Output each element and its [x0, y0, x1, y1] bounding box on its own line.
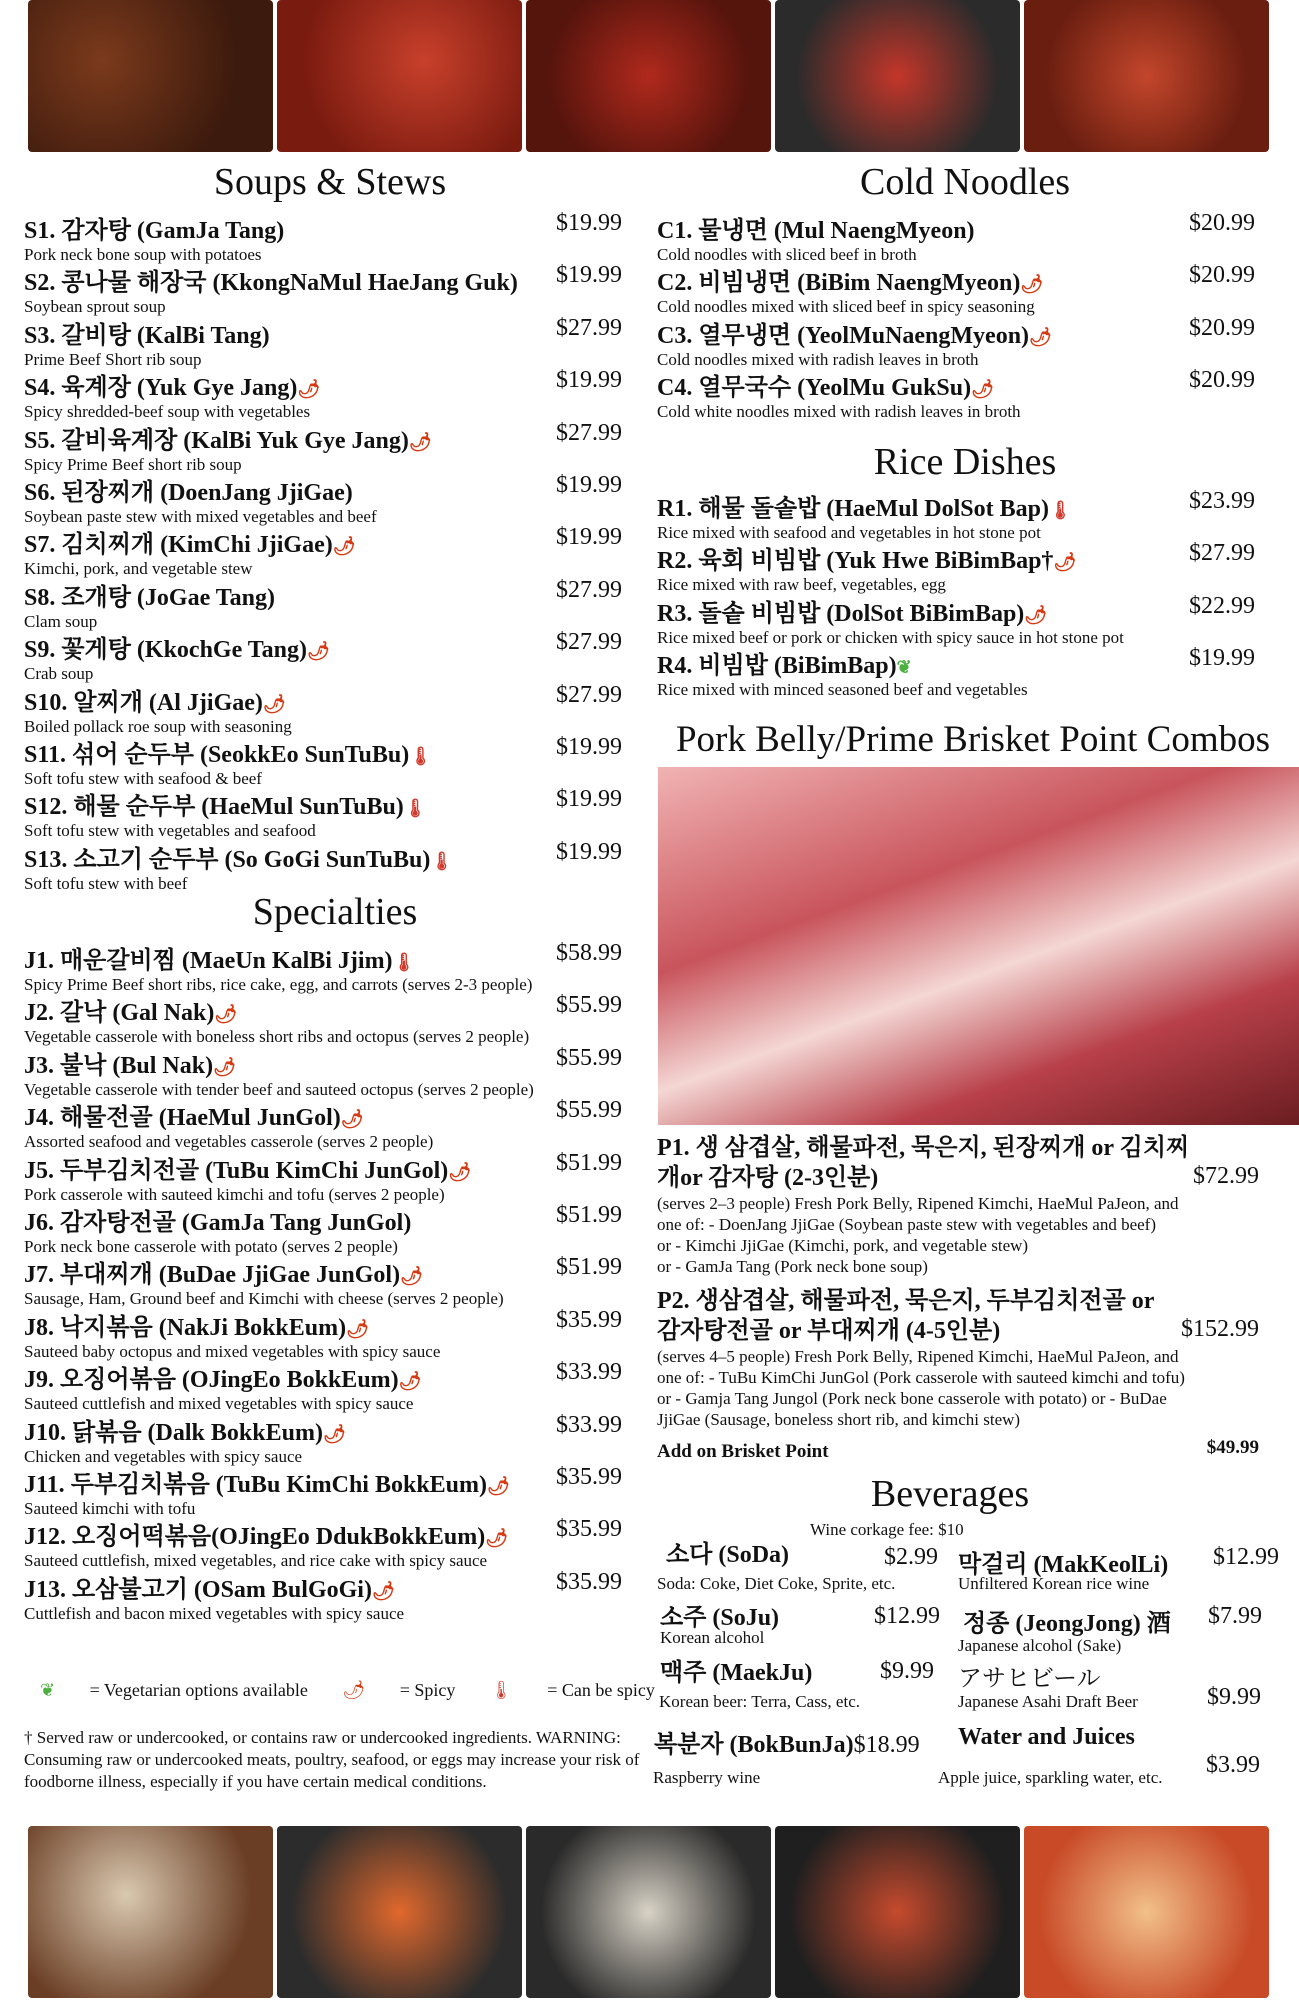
menu-item [24, 1254, 644, 1308]
menu-item [24, 1045, 644, 1099]
item-title: 부대찌개 (BuDae JjiGae JunGol) [60, 1262, 401, 1289]
item-desc: Chicken and vegetables with spicy sauce [24, 1446, 303, 1466]
menu-item [24, 629, 644, 683]
combo-p1-line: one of: - DoenJang JjiGae (Soybean paste stew with vegetables and beef) [657, 1215, 1156, 1234]
item-desc: Cold noodles mixed with radish leaves in broth [657, 349, 979, 369]
item-desc: Pork neck bone soup with potatoes [24, 245, 262, 264]
chili-pepper-icon: 🌶 [408, 431, 432, 452]
item-desc: Sauteed baby octopus and mixed vegetables with spicy sauce [24, 1341, 441, 1361]
item-desc: Rice mixed with minced seasoned beef and vegetables [657, 680, 1028, 700]
food-photo [775, 0, 1020, 152]
item-price: $27.99 [556, 629, 622, 656]
item-desc: Rice mixed with raw beef, vegetables, egg [657, 575, 946, 595]
item-price: $19.99 [556, 262, 622, 289]
chili-pepper-icon: 🌶 [1053, 552, 1077, 573]
item-title: 오삼불고기 (OSam BulGoGi) [72, 1576, 372, 1603]
item-title: 닭볶음 (Dalk BokkEum) [72, 1419, 323, 1446]
item-title: 오징어볶음 (OJingEo BokkEum) [60, 1367, 399, 1394]
legend-can-spicy: = Can be spicy [547, 1680, 655, 1700]
chili-pepper-icon: 🌶 [346, 1318, 369, 1339]
chili-pepper-icon: 🌶 [371, 1580, 395, 1601]
item-name [24, 1569, 644, 1604]
item-code: S12. [24, 794, 68, 821]
item-code: J5. [24, 1157, 54, 1184]
item-code: J13. [24, 1576, 66, 1603]
item-code: J6. [24, 1210, 54, 1236]
chili-pepper-icon: 🌶 [1029, 326, 1052, 347]
heading-specialties: Specialties [252, 891, 418, 933]
item-name [24, 734, 644, 769]
menu-item [24, 1307, 644, 1361]
item-title: 섞어 순두부 (SeokkEo SunTuBu) [72, 742, 410, 768]
menu-item [24, 1202, 644, 1256]
item-desc: Soybean sprout soup [24, 297, 166, 317]
item-desc: Soft tofu stew with beef [24, 873, 188, 893]
item-title: 육계장 (Yuk Gye Jang) [61, 375, 298, 402]
bev-maekju: 맥주 (MaekJu) [660, 1660, 813, 1686]
item-title: 된장찌개 (DoenJang JjiGae) [61, 480, 353, 506]
item-name [24, 210, 644, 245]
combo-p1-line: or - GamJa Tang (Pork neck bone soup) [657, 1257, 928, 1276]
menu-item [24, 839, 644, 893]
item-price: $27.99 [556, 576, 622, 603]
addon-price: $49.99 [1206, 1437, 1259, 1458]
item-code: C2. [657, 270, 693, 297]
food-photo [28, 0, 273, 152]
chili-pepper-icon: 🌶 [400, 1266, 423, 1287]
item-name [24, 577, 644, 612]
leaf-icon: ❦ [896, 657, 912, 678]
item-code: S11. [24, 742, 67, 768]
item-desc: Spicy shredded-beef soup with vegetables [24, 402, 311, 422]
corkage-fee: Wine corkage fee: $10 [810, 1520, 964, 1539]
item-name [24, 315, 644, 350]
item-name [24, 420, 644, 455]
item-desc: Clam soup [24, 611, 98, 631]
heading-soups: Soups & Stews [213, 161, 447, 203]
item-desc: Kimchi, pork, and vegetable stew [24, 559, 253, 579]
item-price: $51.99 [556, 1149, 622, 1176]
item-desc: Prime Beef Short rib soup [24, 349, 202, 369]
item-title: 낙지볶음 (NakJi BokkEum) [60, 1314, 347, 1341]
item-name [24, 1516, 644, 1551]
item-desc: Spicy Prime Beef short rib soup [24, 454, 242, 474]
heading-beverages: Beverages [870, 1473, 1030, 1515]
item-title: 육회 비빔밥 (Yuk Hwe BiBimBap† [698, 548, 1054, 575]
item-code: C1. [657, 218, 693, 244]
item-desc: Cuttlefish and bacon mixed vegetables with spicy sauce [24, 1603, 405, 1623]
combo-p1 [657, 1133, 1283, 1277]
combo-p1-price: $72.99 [1193, 1163, 1259, 1189]
item-code: R2. [657, 548, 693, 575]
menu-item [657, 488, 1287, 542]
chili-pepper-icon: 🌶 [262, 693, 286, 714]
item-name [24, 472, 644, 507]
bev-jeongjong-desc: Japanese alcohol (Sake) [958, 1636, 1122, 1655]
item-name [24, 1202, 644, 1237]
thermometer-icon: 🌡 [430, 850, 454, 871]
item-code: R3. [657, 600, 693, 627]
combo-p2-line: or - Gamja Tang Jungol (Pork neck bone casserole with potato) or - BuDae [657, 1389, 1167, 1408]
item-price: $19.99 [556, 734, 622, 760]
item-name [24, 1412, 644, 1447]
chili-pepper-icon: 🌶 [1020, 274, 1044, 295]
item-name [24, 1254, 644, 1289]
menu-item [24, 472, 644, 526]
chili-pepper-icon: 🌶 [306, 641, 330, 662]
menu-item [657, 315, 1287, 369]
menu-item [24, 577, 644, 631]
item-title: 물냉면 (Mul NaengMyeon) [698, 218, 975, 244]
combo-p2-line: (serves 4–5 people) Fresh Pork Belly, Ripened Kimchi, HaeMul PaJeon, and [657, 1347, 1179, 1366]
item-price: $55.99 [556, 1044, 622, 1071]
bev-soju-price: $12.99 [874, 1603, 940, 1629]
addon-brisket [657, 1437, 1283, 1467]
menu-item [24, 734, 644, 788]
menu-item [657, 210, 1287, 264]
item-name [24, 682, 644, 717]
top-photo-strip [28, 0, 1269, 152]
item-price: $19.99 [556, 524, 622, 551]
item-desc: Crab soup [24, 664, 94, 684]
chili-pepper-icon: 🌶 [214, 1004, 238, 1025]
item-title: 감자탕전골 (GamJa Tang JunGol) [60, 1210, 412, 1236]
item-code: C4. [657, 375, 693, 402]
legend [40, 1680, 685, 1701]
item-price: $19.99 [556, 367, 622, 394]
bev-bokbunja [654, 1724, 920, 1759]
item-price: $19.99 [556, 838, 622, 865]
item-title: 콩나물 해장국 (KkongNaMul HaeJang Guk) [61, 270, 518, 297]
item-desc: Vegetable casserole with boneless short ribs and octopus (serves 2 people) [24, 1027, 530, 1047]
item-name [24, 839, 644, 874]
thermometer-icon: 🌡 [1048, 500, 1072, 520]
combo-p1-title-line1: P1. 생 삼겹살, 해물파전, 묵은지, 된장찌개 or 김치찌 [657, 1135, 1190, 1161]
item-desc: Assorted seafood and vegetables casserole (serves 2 people) [24, 1132, 434, 1152]
item-desc: Soft tofu stew with vegetables and seafood [24, 821, 316, 841]
menu-item [24, 262, 644, 316]
item-price: $27.99 [1189, 540, 1255, 567]
chili-pepper-icon: 🌶 [213, 1056, 236, 1077]
item-desc: Cold white noodles mixed with radish leaves in broth [657, 402, 1021, 422]
item-price: $27.99 [556, 681, 622, 708]
item-code: J4. [24, 1105, 54, 1132]
item-title: 열무국수 (YeolMu GukSu) [698, 375, 972, 402]
bev-asahi-desc: Japanese Asahi Draft Beer [958, 1692, 1138, 1711]
item-price: $19.99 [1189, 645, 1255, 672]
legend-spicy: = Spicy [399, 1680, 456, 1700]
item-price: $20.99 [1189, 314, 1255, 341]
bev-maekju-desc: Korean beer: Terra, Cass, etc. [659, 1692, 860, 1711]
bev-jeongjong: 정종 (JeongJong) 酒 [963, 1611, 1171, 1637]
bev-makgeolli-desc: Unfiltered Korean rice wine [958, 1574, 1150, 1593]
pork-belly-photo [658, 767, 1299, 1125]
bev-bokbunja-desc: Raspberry wine [653, 1768, 761, 1787]
combo-p1-line: or - Kimchi JjiGae (Kimchi, pork, and vegetable stew) [657, 1236, 1029, 1255]
menu-item [657, 645, 1287, 699]
item-name [24, 786, 644, 821]
item-title: 매운갈비찜 (MaeUn KalBi Jjim) [60, 948, 393, 974]
item-name [24, 1045, 644, 1080]
bev-makgeolli: 막걸리 (MakKeolLi) [958, 1552, 1169, 1578]
item-title: 비빔냉면 (BiBim NaengMyeon) [698, 270, 1021, 297]
item-code: J2. [24, 1000, 54, 1027]
chili-pepper-icon: 🌶 [398, 1371, 422, 1392]
food-photo [526, 0, 771, 152]
item-desc: Pork neck bone casserole with potato (serves 2 people) [24, 1237, 398, 1256]
item-title: 갈비육계장 (KalBi Yuk Gye Jang) [61, 427, 409, 454]
item-price: $33.99 [556, 1411, 622, 1438]
food-photo [775, 1826, 1020, 1998]
item-desc: Soybean paste stew with mixed vegetables and beef [24, 507, 377, 526]
item-title: 해물 순두부 (HaeMul SunTuBu) [73, 794, 404, 821]
item-price: $27.99 [556, 314, 622, 341]
bev-soda [666, 1534, 789, 1569]
item-desc: Vegetable casserole with tender beef and sauteed octopus (serves 2 people) [24, 1079, 534, 1099]
item-code: J12. [24, 1524, 66, 1551]
item-title: 두부김치볶음 (TuBu KimChi BokkEum) [70, 1472, 488, 1498]
item-code: S5. [24, 427, 56, 454]
bev-name: 복분자 (BokBunJa) [654, 1732, 854, 1758]
item-desc: Sauteed cuttlefish, mixed vegetables, and rice cake with spicy sauce [24, 1551, 488, 1571]
legend-veg: = Vegetarian options available [89, 1680, 308, 1700]
item-name [24, 262, 644, 297]
item-desc: Soft tofu stew with seafood & beef [24, 769, 262, 788]
item-code: S6. [24, 480, 56, 506]
item-name [24, 1150, 644, 1185]
item-title: 오징어떡볶음(OJingEo DdukBokkEum) [72, 1524, 486, 1551]
menu-item [24, 1516, 644, 1570]
chili-pepper-icon: 🌶 [485, 1528, 509, 1549]
item-price: $20.99 [1189, 367, 1255, 394]
item-title: 김치찌개 (KimChi JjiGae) [61, 532, 333, 559]
chili-pepper-icon: 🌶 [1024, 604, 1048, 625]
bev-name: 소다 (SoDa) [666, 1542, 790, 1568]
addon-label: Add on Brisket Point [657, 1441, 829, 1462]
item-name [24, 1464, 644, 1499]
item-name [24, 1307, 644, 1342]
food-photo [277, 1826, 522, 1998]
item-code: S3. [24, 322, 56, 349]
chili-pepper-icon: 🌶 [332, 536, 356, 557]
item-price: $35.99 [556, 1516, 622, 1543]
item-price: $35.99 [556, 1464, 622, 1490]
item-code: J11. [24, 1472, 65, 1498]
chili-pepper-icon: 🌶 [971, 379, 994, 400]
item-code: C3. [657, 322, 693, 349]
item-name [24, 524, 644, 559]
item-code: S8. [24, 584, 56, 611]
item-code: J9. [24, 1367, 54, 1394]
bev-asahi: アサヒビール [958, 1666, 1101, 1692]
chili-pepper-icon: 🌶 [340, 1109, 364, 1130]
combo-p1-line: (serves 2–3 people) Fresh Pork Belly, Ripened Kimchi, HaeMul PaJeon, and [657, 1194, 1179, 1213]
item-title: 갈비탕 (KalBi Tang) [61, 322, 270, 349]
combo-p2-title-line2: 감자탕전골 or 부대찌개 (4-5인분) [657, 1318, 1001, 1344]
menu-item [24, 1569, 644, 1623]
menu-item [657, 367, 1287, 421]
item-desc: Pork casserole with sauteed kimchi and tofu (serves 2 people) [24, 1184, 445, 1204]
food-photo [1024, 1826, 1269, 1998]
bev-soju-desc: Korean alcohol [660, 1628, 765, 1647]
item-desc: Rice mixed beef or pork or chicken with spicy sauce in hot stone pot [657, 627, 1124, 647]
bottom-photo-strip [28, 1826, 1269, 1998]
item-desc: Cold noodles mixed with sliced beef in spicy seasoning [657, 297, 1035, 317]
item-desc: Sausage, Ham, Ground beef and Kimchi with cheese (serves 2 people) [24, 1289, 504, 1309]
item-code: S7. [24, 532, 56, 559]
item-desc: Sauteed kimchi with tofu [24, 1499, 196, 1518]
menu-item [24, 315, 644, 369]
item-price: $51.99 [556, 1254, 622, 1281]
menu-item [24, 1150, 644, 1204]
item-code: J10. [24, 1419, 66, 1446]
menu-item [24, 210, 644, 264]
item-name [24, 367, 644, 402]
item-name [24, 629, 644, 664]
item-title: 갈낙 (Gal Nak) [60, 1000, 215, 1027]
menu-item [24, 367, 644, 421]
bev-jeongjong-price: $7.99 [1208, 1603, 1262, 1629]
item-title: 꽃게탕 (KkochGe Tang) [61, 637, 307, 664]
item-price: $55.99 [556, 1097, 622, 1124]
item-desc: Spicy Prime Beef short ribs, rice cake, egg, and carrots (serves 2-3 people) [24, 975, 533, 994]
menu-item [24, 420, 644, 474]
item-code: J7. [24, 1262, 54, 1289]
bev-water: Water and Juices [958, 1724, 1135, 1750]
item-title: 조개탕 (JoGae Tang) [61, 584, 275, 611]
menu-item [24, 1412, 644, 1466]
item-price: $55.99 [556, 992, 622, 1019]
item-name [24, 992, 644, 1027]
item-price: $22.99 [1189, 592, 1255, 619]
item-price: $20.99 [1189, 210, 1255, 236]
food-photo [526, 1826, 771, 1998]
bev-soju: 소주 (SoJu) [660, 1605, 780, 1631]
menu-item [24, 992, 644, 1046]
bev-water-price: $3.99 [1206, 1752, 1260, 1778]
combo-p2 [657, 1286, 1283, 1430]
bev-soda-price: $2.99 [884, 1544, 938, 1570]
bev-makgeolli-price: $12.99 [1213, 1544, 1279, 1570]
combo-p2-price: $152.99 [1181, 1316, 1259, 1342]
menu-item [657, 540, 1287, 594]
item-code: J1. [24, 948, 54, 974]
combo-p1-title-line2: 개or 감자탕 (2-3인분) [657, 1165, 879, 1191]
heading-pork-combos: Pork Belly/Prime Brisket Point Combos [675, 719, 1271, 760]
food-photo [277, 0, 522, 152]
item-name [24, 1359, 644, 1394]
item-code: R1. [657, 496, 693, 522]
menu-item [24, 786, 644, 840]
combo-p2-line: JjiGae (Sausage, boneless short rib, and kimchi stew) [657, 1410, 1021, 1429]
menu-item [657, 262, 1287, 316]
item-desc: Sauteed cuttlefish and mixed vegetables with spicy sauce [24, 1394, 414, 1414]
food-photo [28, 1826, 273, 1998]
item-code: R4. [657, 653, 693, 680]
item-price: $19.99 [556, 472, 622, 498]
item-code: S2. [24, 270, 56, 297]
menu-item [24, 1464, 644, 1518]
item-price: $19.99 [556, 786, 622, 813]
bev-soda-desc: Soda: Coke, Diet Coke, Sprite, etc. [657, 1574, 896, 1593]
chili-pepper-icon: 🌶 [342, 1680, 366, 1700]
item-title: 비빔밥 (BiBimBap) [698, 653, 897, 680]
item-title: 열무냉면 (YeolMuNaengMyeon) [698, 322, 1030, 349]
item-price: $33.99 [556, 1359, 622, 1386]
item-title: 불낙 (Bul Nak) [60, 1052, 214, 1079]
thermometer-icon: 🌡 [392, 952, 416, 972]
item-price: $51.99 [556, 1202, 622, 1228]
item-price: $35.99 [556, 1568, 622, 1595]
item-code: S1. [24, 218, 56, 244]
thermometer-icon: 🌡 [489, 1680, 513, 1700]
item-title: 소고기 순두부 (So GoGi SunTuBu) [73, 846, 431, 873]
heading-rice: Rice Dishes [873, 441, 1057, 483]
item-title: 돌솥 비빔밥 (DolSot BiBimBap) [698, 600, 1025, 627]
chili-pepper-icon: 🌶 [448, 1161, 472, 1182]
chili-pepper-icon: 🌶 [487, 1476, 510, 1496]
menu-item [24, 524, 644, 578]
menu-item [24, 940, 644, 994]
food-safety-notice: † Served raw or undercooked, or contains raw or undercooked ingredients. WARNING: Consuming raw or undercooked meats, poultry, seafood, or eggs may increase your risk of foodborne illness, especially if you have certain medical conditions. [24, 1728, 640, 1791]
menu-item [24, 1359, 644, 1413]
item-code: J8. [24, 1314, 54, 1341]
bev-water-desc: Apple juice, sparkling water, etc. [938, 1768, 1163, 1787]
bev-asahi-price: $9.99 [1207, 1684, 1261, 1710]
chili-pepper-icon: 🌶 [322, 1423, 346, 1444]
item-title: 알찌개 (Al JjiGae) [73, 689, 263, 716]
item-code: S9. [24, 637, 56, 664]
heading-cold-noodles: Cold Noodles [859, 161, 1071, 203]
item-title: 두부김치전골 (TuBu KimChi JunGol) [60, 1157, 449, 1184]
item-name [24, 940, 644, 975]
item-code: J3. [24, 1052, 54, 1079]
item-desc: Rice mixed with seafood and vegetables in hot stone pot [657, 523, 1041, 542]
item-title: 해물전골 (HaeMul JunGol) [60, 1105, 341, 1132]
item-desc: Cold noodles with sliced beef in broth [657, 245, 917, 264]
item-price: $58.99 [556, 940, 622, 966]
leaf-icon: ❦ [40, 1680, 56, 1700]
bev-price: $18.99 [853, 1732, 920, 1758]
item-price: $35.99 [556, 1306, 622, 1333]
item-desc: Boiled pollack roe soup with seasoning [24, 716, 292, 736]
item-title: 감자탕 (GamJa Tang) [61, 218, 285, 244]
item-code: S13. [24, 846, 68, 873]
item-price: $27.99 [556, 419, 622, 446]
item-price: $20.99 [1189, 262, 1255, 289]
food-photo [1024, 0, 1269, 152]
bev-maekju-price: $9.99 [880, 1658, 934, 1684]
menu-item [657, 593, 1287, 647]
item-code: S10. [24, 689, 68, 716]
combo-p2-title-line1: P2. 생삼겹살, 해물파전, 묵은지, 두부김치전골 or [657, 1288, 1155, 1314]
item-price: $23.99 [1189, 488, 1255, 514]
menu-item [24, 1097, 644, 1151]
item-title: 해물 돌솥밥 (HaeMul DolSot Bap) [698, 496, 1049, 522]
item-name [24, 1097, 644, 1132]
chili-pepper-icon: 🌶 [297, 379, 321, 400]
thermometer-icon: 🌡 [409, 746, 433, 766]
menu-item [24, 682, 644, 736]
item-price: $19.99 [556, 210, 622, 236]
item-code: S4. [24, 375, 56, 402]
combo-p2-line: one of: - TuBu KimChi JunGol (Pork casserole with sauteed kimchi and tofu) [657, 1368, 1185, 1387]
thermometer-icon: 🌡 [403, 798, 427, 819]
